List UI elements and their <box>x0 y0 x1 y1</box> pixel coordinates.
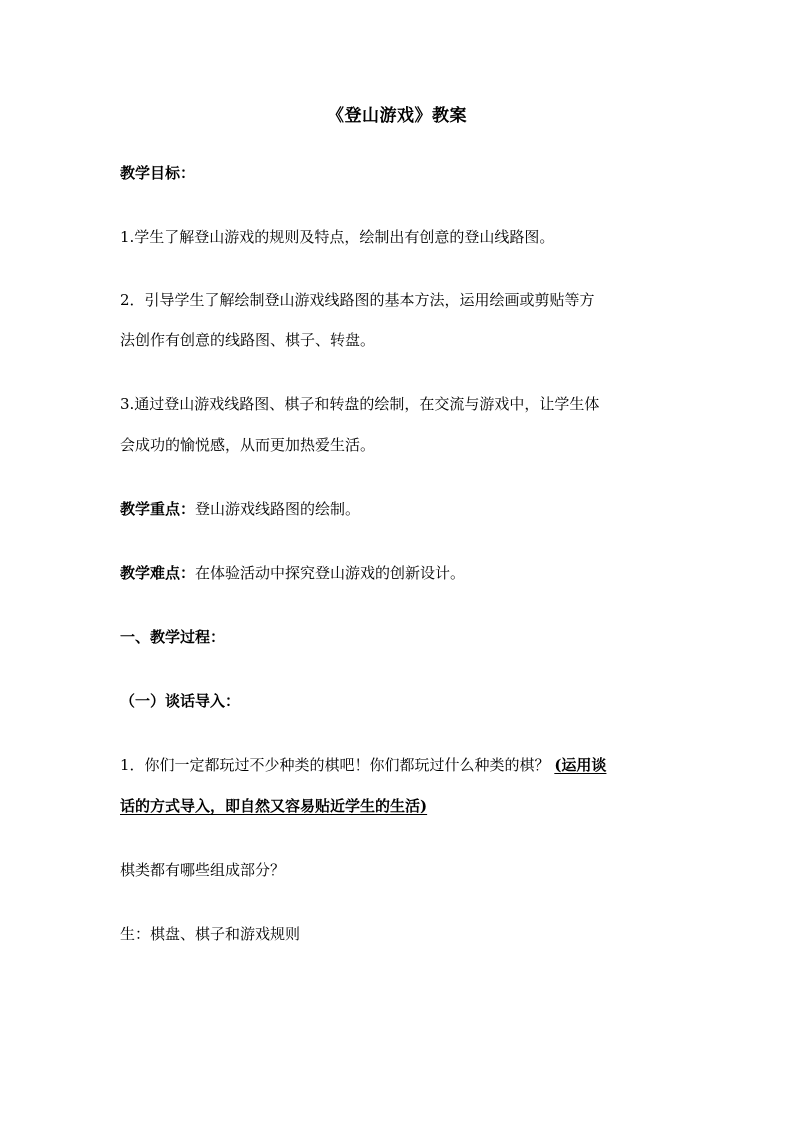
difficulty-label: 教学难点： <box>120 564 196 582</box>
objective-2-line-2: 法创作有创意的线路图、棋子、转盘。 <box>120 331 376 349</box>
objective-1: 1.学生了解登山游戏的规则及特点，绘制出有创意的登山线路图。 <box>120 228 555 246</box>
process-heading: 一、教学过程： <box>120 628 226 646</box>
question-1-note-part-2: 话的方式导入，即自然又容易贴近学生的生活) <box>120 797 428 815</box>
key-point-text: 登山游戏线路图的绘制。 <box>195 500 361 518</box>
question-1-line-2 <box>120 795 680 817</box>
objective-2-line-1: 2．引导学生了解绘制登山游戏线路图的基本方法，运用绘画或剪贴等方 <box>120 291 595 309</box>
objective-3-line-2: 会成功的愉悦感，从而更加热爱生活。 <box>120 436 376 454</box>
objectives-heading: 教学目标： <box>120 164 196 182</box>
difficulty <box>120 562 680 584</box>
key-point-label: 教学重点： <box>120 500 196 518</box>
question-1-text: 1．你们一定都玩过不少种类的棋吧！你们都玩过什么种类的棋？ <box>120 756 555 774</box>
key-point <box>120 498 680 520</box>
objective-3-line-1: 3.通过登山游戏线路图、棋子和转盘的绘制，在交流与游戏中，让学生体 <box>120 395 600 413</box>
student-answer: 生：棋盘、棋子和游戏规则 <box>120 925 301 943</box>
difficulty-text: 在体验活动中探究登山游戏的创新设计。 <box>195 564 466 582</box>
question-1-line-1 <box>120 754 680 776</box>
document-title: 《登山游戏》教案 <box>327 106 467 126</box>
question-1-note-part-1: (运用谈 <box>554 756 607 774</box>
question-2: 棋类都有哪些组成部分？ <box>120 861 286 879</box>
section-1-heading: （一）谈话导入： <box>120 692 241 710</box>
